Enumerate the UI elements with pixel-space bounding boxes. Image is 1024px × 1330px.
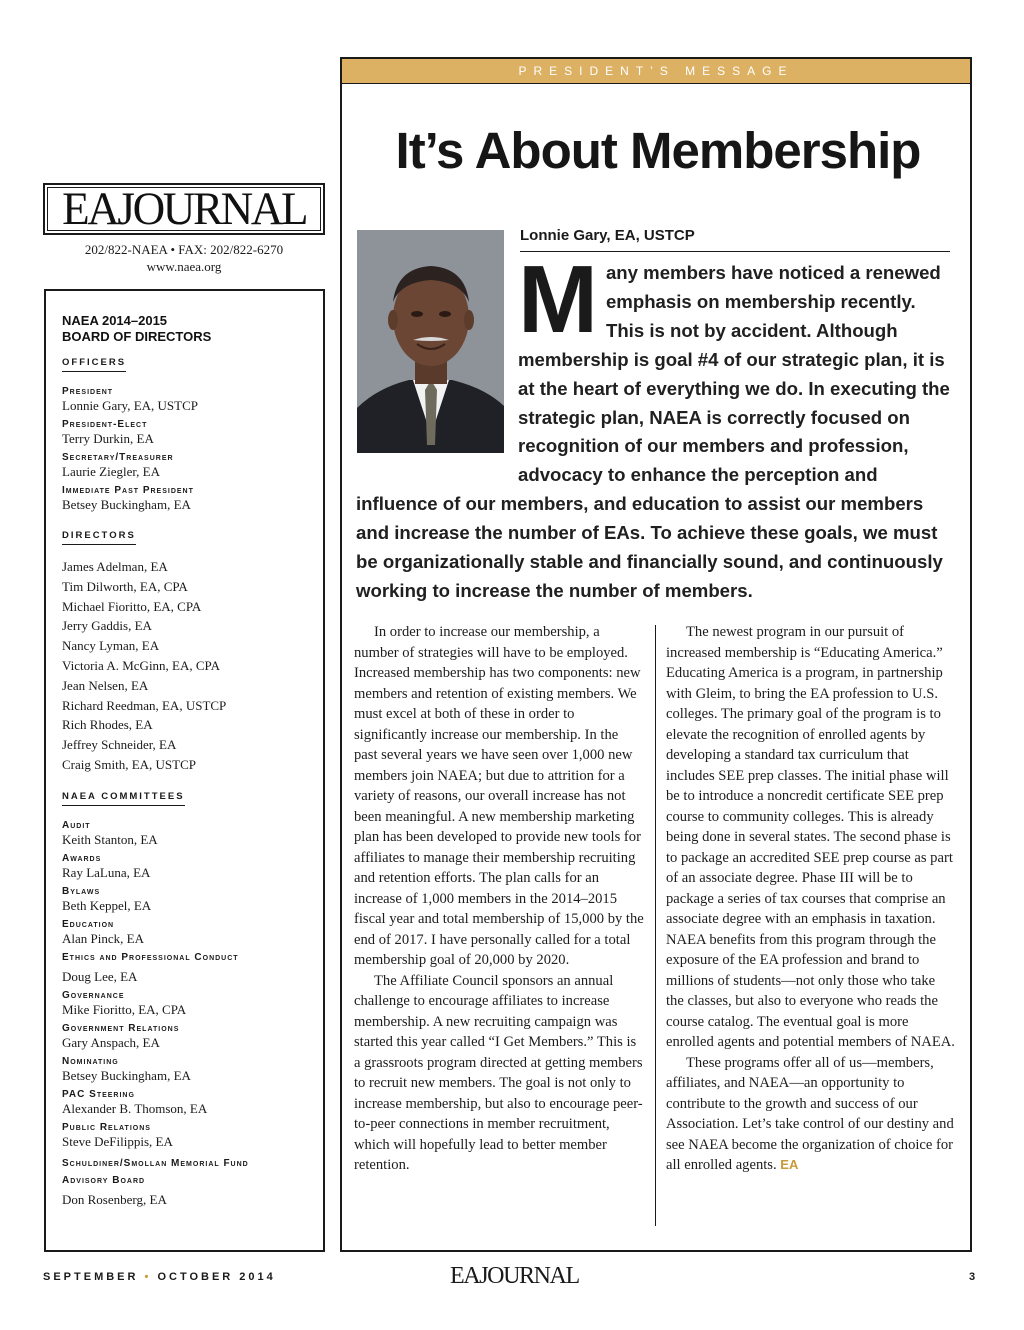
committee-role: Schuldiner/Smollan Memorial Fund Advisory Board bbox=[62, 1157, 249, 1186]
committee-chair: Betsey Buckingham, EA bbox=[62, 1067, 191, 1083]
body-paragraph: The newest program in our pursuit of increased membership is “Educating America.” Educating America is a program, in partnership with Gleim, to bring the EA profession to U.S. colleges. The primary goal of the program is to elevate the recognition of enrolled agents by developing a standard tax curriculum that includes SEE prep classes. The initial phase will be to introduce a noncredit certificate SEE prep course to community colleges. This is already being done in several states. The second phase is to package an accredited SEE prep course as part of an associate degree. Phase III will be to package a series of tax courses that comprise an associate degree with an emphasis in taxation. NAEA benefits from this program through the exposure of the EA profession and brand to millions of students—not only those who take the classes, but also to everyone who reads the course catalog. The eventual goal is more enrolled agents and potential members of NAEA. bbox=[666, 624, 955, 1050]
committee-chair: Keith Stanton, EA bbox=[62, 831, 158, 847]
officer-role: Secretary/Treasurer bbox=[62, 452, 174, 463]
officer-name: Laurie Ziegler, EA bbox=[62, 464, 161, 479]
officers-label: OFFICERS bbox=[62, 357, 126, 372]
ea-journal-logo bbox=[43, 183, 325, 235]
committee-chair: Mike Fioritto, EA, CPA bbox=[62, 1001, 187, 1017]
date-separator: • bbox=[144, 1271, 152, 1283]
committee-role: Ethics and Professional Conduct bbox=[62, 951, 239, 963]
committee-chair: Beth Keppel, EA bbox=[62, 897, 152, 913]
committee-chair: Alexander B. Thomson, EA bbox=[62, 1100, 208, 1116]
committee-chair: Ray LaLuna, EA bbox=[62, 864, 151, 880]
officer-role: President-Elect bbox=[62, 419, 148, 430]
committees-list bbox=[62, 820, 307, 1208]
article-headline: It’s About Membership bbox=[395, 122, 921, 179]
committee-role: PAC Steering bbox=[62, 1088, 135, 1100]
officer-role: Immediate Past President bbox=[62, 485, 194, 496]
board-title-line1: NAEA 2014–2015 bbox=[62, 313, 168, 328]
board-title-line2: BOARD OF DIRECTORS bbox=[62, 329, 212, 344]
body-column-left bbox=[354, 622, 644, 1176]
committee-role: Governance bbox=[62, 989, 125, 1001]
committee-chair: Alan Pinck, EA bbox=[62, 930, 144, 946]
final-paragraph-text: These programs offer all of us—members, affiliates, and NAEA—an opportunity to contribute to the growth and success of our Association. Let’s take control of our destiny and see NAEA become the organization of choice for all enrolled agents. bbox=[666, 1054, 954, 1173]
officer-name: Terry Durkin, EA bbox=[62, 431, 154, 446]
officers-list bbox=[62, 386, 307, 513]
issue-date bbox=[43, 1271, 276, 1283]
contact-info bbox=[43, 241, 325, 275]
issue-month-2: OCTOBER 2014 bbox=[157, 1271, 276, 1283]
section-banner bbox=[340, 57, 972, 84]
committee-chair: Gary Anspach, EA bbox=[62, 1034, 160, 1050]
body-column-right bbox=[666, 622, 956, 1176]
director-name: Jean Nelsen, EA bbox=[62, 677, 149, 693]
website-link[interactable]: www.naea.org bbox=[146, 259, 222, 274]
committees-label: NAEA COMMITTEES bbox=[62, 791, 185, 806]
lede-text: any members have noticed a renewed emphasis on membership recently. This is not by accident. Although membership is goal #4 of our strategic plan, it is at the heart of everything we do. In executing the strategic plan, NAEA is correctly focused on recognition of our members and profession, advocacy to enhance the perception and influence of our members, and education to assist our members and increase the number of EAs. To achieve these goals, we must be organizationally stable and financially sound, and continuously working to increase the number of members. bbox=[356, 262, 950, 601]
director-name: Jerry Gaddis, EA bbox=[62, 618, 152, 634]
body-paragraph: The Affiliate Council sponsors an annual challenge to encourage affiliates to increase membership. A new recruiting campaign was started this year called “I Get Members.” This is a grassroots program directed at getting members to recruit new members. The goal is not only to increase membership, but also to encourage peer-to-peer connections in member recruitment, which will hopefully lead to better member retention. bbox=[354, 972, 643, 1173]
director-name: James Adelman, EA bbox=[62, 559, 168, 574]
logo-wordmark: EAJOURNAL bbox=[61, 187, 307, 231]
section-banner-text: PRESIDENT’S MESSAGE bbox=[518, 64, 794, 78]
officer-name: Betsey Buckingham, EA bbox=[62, 497, 191, 512]
committee-role: Government Relations bbox=[62, 1022, 180, 1034]
directors-list bbox=[62, 557, 307, 775]
director-name: Rich Rhodes, EA bbox=[62, 717, 153, 733]
footer-logo: EAJOURNAL bbox=[450, 1263, 579, 1289]
column-divider bbox=[655, 625, 656, 1226]
director-name: Nancy Lyman, EA bbox=[62, 638, 160, 654]
officer-role: President bbox=[62, 386, 114, 397]
committee-role: Bylaws bbox=[62, 885, 101, 897]
contact-phone: 202/822-NAEA • FAX: 202/822-6270 bbox=[84, 242, 284, 257]
body-paragraph-final bbox=[666, 1053, 956, 1176]
officer-name: Lonnie Gary, EA, USTCP bbox=[62, 398, 199, 413]
committee-role: Awards bbox=[62, 852, 102, 864]
presidents-message-article bbox=[340, 57, 972, 1252]
committee-role: Public Relations bbox=[62, 1121, 151, 1133]
committee-role: Audit bbox=[62, 819, 91, 831]
director-name: Richard Reedman, EA, USTCP bbox=[62, 697, 227, 713]
article-byline: Lonnie Gary, EA, USTCP bbox=[520, 227, 950, 252]
page-number: 3 bbox=[969, 1271, 976, 1283]
issue-month-1: SEPTEMBER bbox=[43, 1271, 139, 1283]
body-paragraph: In order to increase our membership, a number of strategies will have to be employed. Increased membership has two components: new members and retention of existing members. We must excel at both of these in order to significantly increase our membership. In the past several years we have seen over 1,000 new members join NAEA; but due to attrition for a variety of reasons, our overall increase has not been meaningful. A new membership marketing plan has been developed to provide new tools for affiliates to manage their membership recruiting and retention efforts. The plan calls for an increase of 1,000 members in the 2014–2015 fiscal year and total membership of 15,000 by the end of 2017. I have personally called for a total membership goal of 20,000 by 2020. bbox=[354, 624, 644, 968]
director-name: Craig Smith, EA, USTCP bbox=[62, 756, 196, 772]
director-name: Michael Fioritto, EA, CPA bbox=[62, 598, 202, 614]
director-name: Jeffrey Schneider, EA bbox=[62, 737, 177, 753]
article-lede bbox=[356, 246, 956, 606]
drop-cap: M bbox=[518, 246, 598, 353]
committee-chair: Steve DeFilippis, EA bbox=[62, 1133, 173, 1149]
committee-role: Nominating bbox=[62, 1055, 119, 1067]
director-name: Victoria A. McGinn, EA, CPA bbox=[62, 657, 220, 673]
committee-role: Education bbox=[62, 918, 115, 930]
board-of-directors-box bbox=[44, 289, 325, 1252]
director-name: Tim Dilworth, EA, CPA bbox=[62, 578, 188, 594]
committee-chair: Don Rosenberg, EA bbox=[62, 1191, 167, 1207]
board-title bbox=[62, 313, 307, 345]
end-mark: EA bbox=[780, 1157, 799, 1172]
committee-chair: Doug Lee, EA bbox=[62, 968, 138, 984]
directors-label: DIRECTORS bbox=[62, 530, 136, 545]
